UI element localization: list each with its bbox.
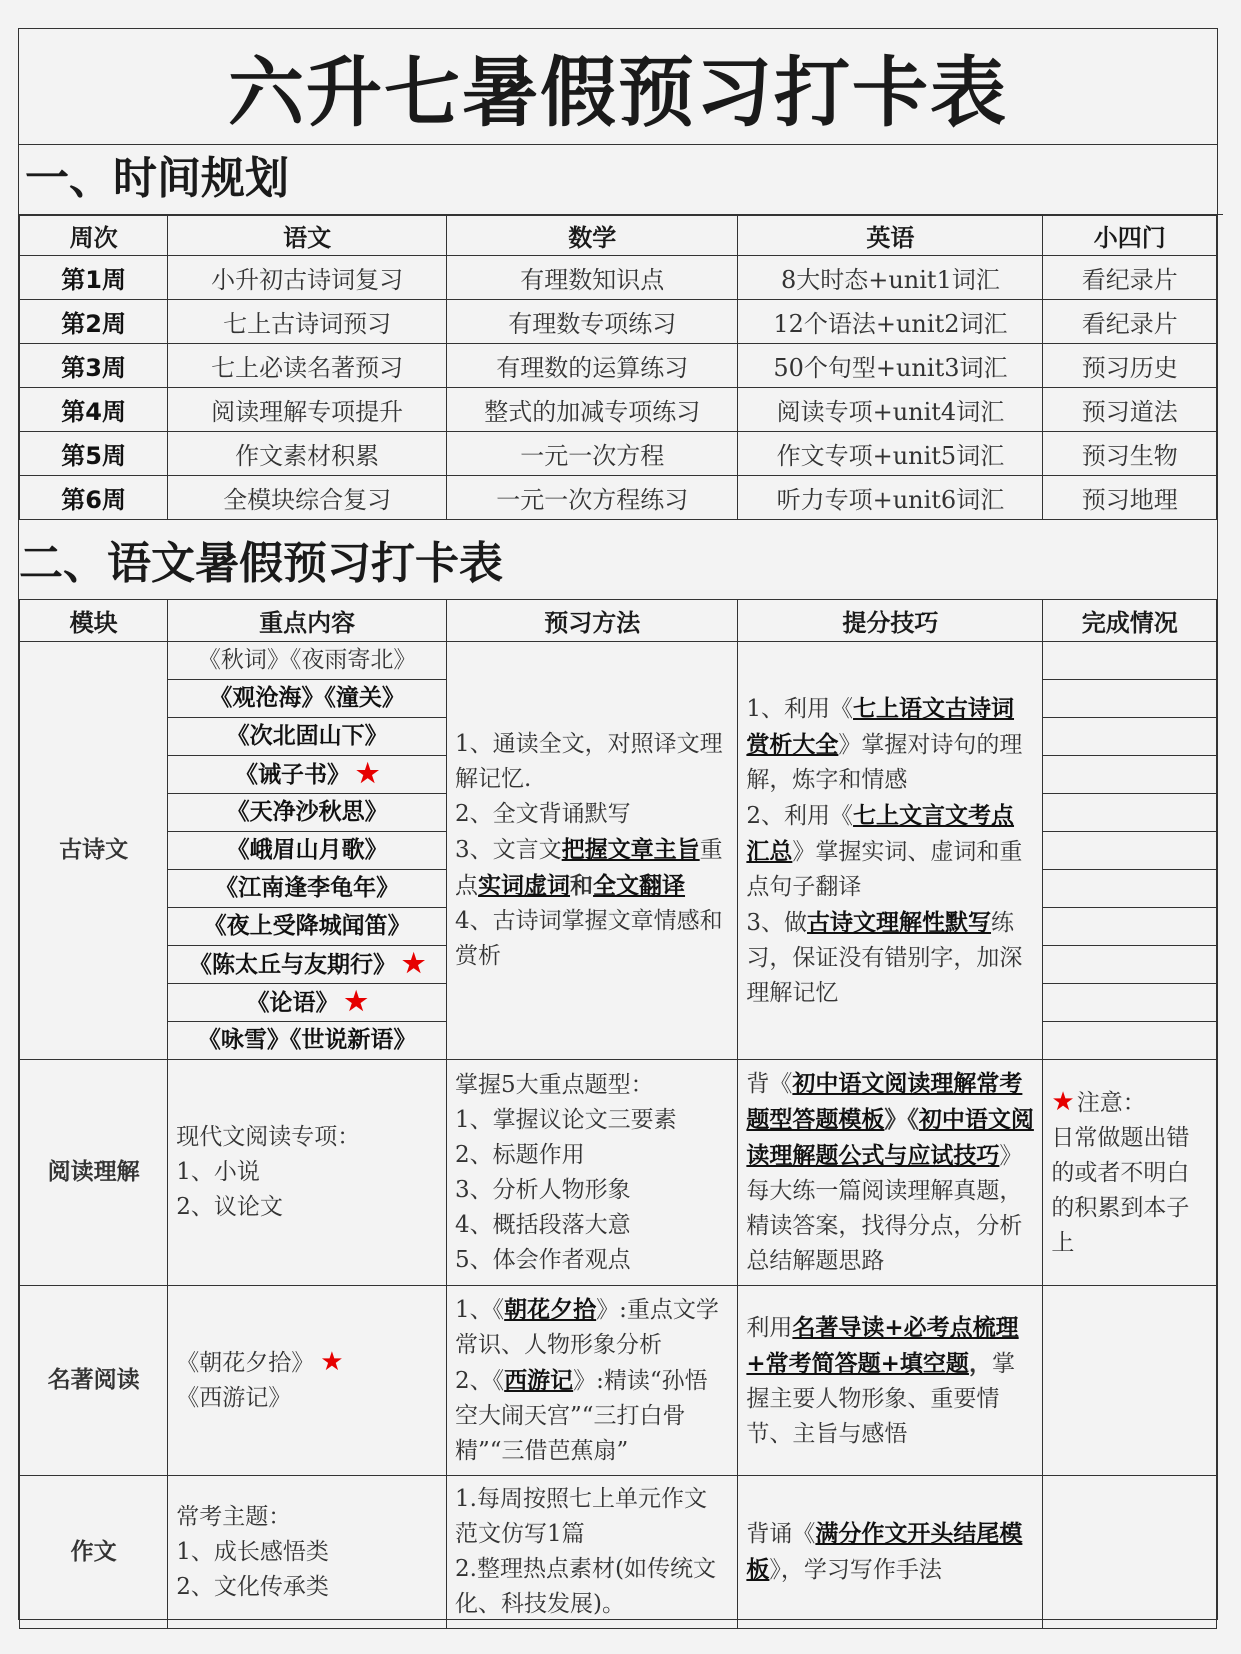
tip-text: 掌握主要人物形象、重要情节、主旨与感悟: [746, 1350, 1015, 1447]
poetry-tips-cell: [738, 642, 1043, 1060]
math-cell: 一元一次方程: [447, 432, 738, 476]
math-cell: 有理数知识点: [447, 256, 738, 300]
tip-text: 》掌握对诗句的理解，炼字和情感: [746, 731, 1023, 793]
header-status: 完成情况: [1043, 600, 1217, 642]
essay-row: [20, 1476, 1217, 1629]
chinese-cell: 七上必读名著预习: [168, 344, 447, 388]
classics-tips-cell: [738, 1286, 1043, 1476]
method-line: 2.整理热点素材(如传统文化、科技发展)。: [455, 1556, 716, 1617]
star-icon: ★: [320, 1347, 344, 1377]
method-line: [455, 1363, 729, 1469]
content-line: 1、成长感悟类: [176, 1538, 329, 1565]
essay-content-cell: [168, 1476, 447, 1629]
tip-highlight: 初中语文阅读理解题公式与应试技巧: [746, 1106, 1034, 1169]
english-cell: 作文专项+unit5词汇: [738, 432, 1043, 476]
poem-title: 《诫子书》: [235, 761, 350, 788]
classics-row: [20, 1286, 1217, 1476]
chinese-cell: 全模块综合复习: [168, 476, 447, 520]
tip-text: ，: [968, 1349, 992, 1377]
module-reading: 阅读理解: [20, 1060, 168, 1286]
poem-item: 《次北固山下》: [168, 718, 446, 756]
poem-item: 《峨眉山月歌》: [168, 832, 446, 870]
table-row: [20, 476, 1217, 520]
poem-item: 《江南逢李龟年》: [168, 870, 446, 908]
tip-text: 练习，保证没有错别字，加深理解记忆: [746, 909, 1023, 1006]
tip-text: 2、利用《: [746, 802, 854, 829]
tip-text: 》，学习写作手法: [769, 1557, 942, 1583]
poem-list-cell: [168, 642, 447, 1060]
method-highlight: 朝花夕拾: [504, 1296, 597, 1323]
other-cell: 看纪录片: [1043, 300, 1217, 344]
method-line: 1、通读全文，对照译文理解记忆.: [455, 731, 723, 792]
chinese-plan-table: [19, 599, 1217, 1629]
star-icon: ★: [356, 759, 380, 789]
english-cell: 8大时态+unit1词汇: [738, 256, 1043, 300]
note-heading: [1051, 1085, 1208, 1121]
module-essay: 作文: [20, 1476, 168, 1629]
english-cell: 阅读专项+unit4词汇: [738, 388, 1043, 432]
content-line: 现代文阅读专项：: [176, 1124, 361, 1150]
chinese-cell: 阅读理解专项提升: [168, 388, 447, 432]
poem-item: 《秋词》《夜雨寄北》: [168, 642, 446, 680]
method-line: 4、概括段落大意: [455, 1211, 631, 1238]
poem-item: 《咏雪》《世说新语》: [197, 1026, 417, 1053]
header-tips: 提分技巧: [738, 600, 1043, 642]
tip-highlight: 七上语文古诗词赏析大全: [746, 694, 1015, 758]
math-cell: 有理数的运算练习: [447, 344, 738, 388]
poem-title: 《陈太丘与友期行》: [189, 951, 396, 978]
method-text: 》:精读“孙悟空大闹天宫”“三打白骨精”“三借芭蕉扇”: [455, 1368, 708, 1464]
table-row: [20, 432, 1217, 476]
table-row: [20, 256, 1217, 300]
book-item-starred: [176, 1345, 438, 1381]
status-cell[interactable]: [1043, 1476, 1217, 1629]
tip-text: 3、做: [746, 909, 808, 936]
book-title: 《朝花夕拾》: [176, 1350, 315, 1376]
method-line: 1、掌握议论文三要素: [455, 1106, 677, 1133]
checkin-sheet: [18, 28, 1218, 1620]
method-line: 4、古诗词掌握文章情感和赏析: [455, 908, 723, 969]
method-line: 3、分析人物形象: [455, 1176, 631, 1203]
chinese-cell: 小升初古诗词复习: [168, 256, 447, 300]
reading-tips-cell: [738, 1060, 1043, 1286]
header-math: 数学: [447, 216, 738, 256]
tip-line: [746, 798, 1034, 905]
section-heading-chinese-plan: 二、语文暑假预习打卡表: [19, 529, 1217, 600]
method-text: 重点: [455, 837, 723, 899]
content-line: 2、文化传承类: [176, 1573, 329, 1600]
method-line: [455, 1292, 729, 1363]
method-text: 1、《: [455, 1297, 505, 1323]
week-cell: 第3周: [20, 344, 168, 388]
method-highlight: 全文翻译: [593, 872, 686, 899]
poem-item: 《观沧海》《潼关》: [168, 680, 446, 718]
other-cell: 预习生物: [1043, 432, 1217, 476]
tip-highlight: 满分作文开头结尾模板: [746, 1520, 1023, 1583]
method-line: 掌握5大重点题型：: [455, 1071, 654, 1098]
tip-text: 背诵《: [746, 1521, 816, 1547]
math-cell: 有理数专项练习: [447, 300, 738, 344]
classics-method-cell: [447, 1286, 738, 1476]
tip-highlight: 七上文言文考点汇总: [746, 801, 1015, 865]
content-line: 2、议论文: [176, 1194, 283, 1220]
reading-row: [20, 1060, 1217, 1286]
tip-text: 》掌握实词、虚词和重点句子翻译: [746, 838, 1023, 900]
tip-text: 》每大练一篇阅读理解真题，精读答案，找得分点，分析总结解题思路: [746, 1143, 1023, 1274]
module-classics: 名著阅读: [20, 1286, 168, 1476]
method-line: 5、体会作者观点: [455, 1246, 631, 1273]
reading-note-cell: [1043, 1060, 1217, 1286]
poem-item: 《天净沙秋思》: [168, 794, 446, 832]
tip-highlight: 古诗文理解性默写: [807, 908, 992, 936]
table-row: [20, 388, 1217, 432]
other-cell: 预习道法: [1043, 388, 1217, 432]
module-poetry: 古诗文: [20, 642, 168, 1060]
english-cell: 听力专项+unit6词汇: [738, 476, 1043, 520]
tip-line: [746, 691, 1034, 798]
book-title: 《西游记》: [176, 1385, 292, 1411]
table-row: [20, 344, 1217, 388]
reading-content-cell: [168, 1060, 447, 1286]
status-cell[interactable]: [1043, 1286, 1217, 1476]
tip-line: [746, 905, 1034, 1011]
essay-method-cell: [447, 1476, 738, 1629]
chinese-cell: 七上古诗词预习: [168, 300, 447, 344]
method-highlight: 实词虚词: [478, 872, 571, 899]
poem-item-starred: [168, 756, 446, 794]
math-cell: 整式的加减专项练习: [447, 388, 738, 432]
tip-text: 背《: [746, 1071, 793, 1097]
method-highlight: 西游记: [504, 1367, 574, 1394]
week-cell: 第5周: [20, 432, 168, 476]
other-cell: 看纪录片: [1043, 256, 1217, 300]
english-cell: 12个语法+unit2词汇: [738, 300, 1043, 344]
method-text: 和: [570, 872, 594, 899]
status-cell[interactable]: [1043, 642, 1217, 1060]
week-cell: 第1周: [20, 256, 168, 300]
header-other: 小四门: [1043, 216, 1217, 256]
method-highlight: 把握文章主旨: [561, 836, 700, 863]
poem-item-starred: [168, 946, 446, 984]
section-heading-time-plan: 一、时间规划: [19, 144, 1223, 215]
method-line: 1.每周按照七上单元作文范文仿写1篇: [455, 1486, 707, 1547]
poem-title: 《论语》: [246, 989, 339, 1016]
header-content: 重点内容: [168, 600, 447, 642]
method-text: 3、文言文: [455, 837, 562, 863]
reading-method-cell: [447, 1060, 738, 1286]
star-icon: ★: [1051, 1086, 1075, 1117]
method-line: 2、全文背诵默写: [455, 801, 631, 827]
essay-tips-cell: [738, 1476, 1043, 1629]
tip-text: 》《: [884, 1106, 919, 1133]
classics-content-cell: [168, 1286, 447, 1476]
other-cell: 预习地理: [1043, 476, 1217, 520]
tip-text: 利用: [746, 1314, 793, 1341]
note-label: 注意：: [1076, 1089, 1146, 1116]
header-method: 预习方法: [447, 600, 738, 642]
method-line: [455, 832, 729, 904]
note-text: 日常做题出错的或者不明白的积累到本子上: [1051, 1124, 1190, 1256]
week-cell: 第6周: [20, 476, 168, 520]
star-icon: ★: [344, 987, 368, 1017]
method-text: 》:重点文学常识、人物形象分析: [455, 1297, 719, 1358]
content-line: 1、小说: [176, 1159, 260, 1185]
week-cell: 第4周: [20, 388, 168, 432]
poem-item-starred: [168, 984, 446, 1022]
table-row: [20, 300, 1217, 344]
star-icon: ★: [402, 949, 426, 979]
chinese-cell: 作文素材积累: [168, 432, 447, 476]
poem-item: 《夜上受降城闻笛》: [168, 908, 446, 946]
header-week: 周次: [20, 216, 168, 256]
header-chinese: 语文: [168, 216, 447, 256]
poetry-row: [20, 642, 1217, 1060]
header-english: 英语: [738, 216, 1043, 256]
time-plan-table: [19, 215, 1217, 520]
header-module: 模块: [20, 600, 168, 642]
content-line: 常考主题：: [176, 1503, 292, 1530]
other-cell: 预习历史: [1043, 344, 1217, 388]
week-cell: 第2周: [20, 300, 168, 344]
page-title: 六升七暑假预习打卡表: [19, 29, 1217, 145]
tip-highlight: 名著导读+必考点梳理+常考简答题+填空题: [746, 1313, 1019, 1377]
poetry-method-cell: [447, 642, 738, 1060]
method-line: 2、标题作用: [455, 1141, 585, 1168]
math-cell: 一元一次方程练习: [447, 476, 738, 520]
tip-highlight: 初中语文阅读理解常考题型答题模板: [746, 1070, 1023, 1133]
english-cell: 50个句型+unit3词汇: [738, 344, 1043, 388]
tip-text: 1、利用《: [746, 695, 854, 722]
method-text: 2、《: [455, 1368, 505, 1394]
